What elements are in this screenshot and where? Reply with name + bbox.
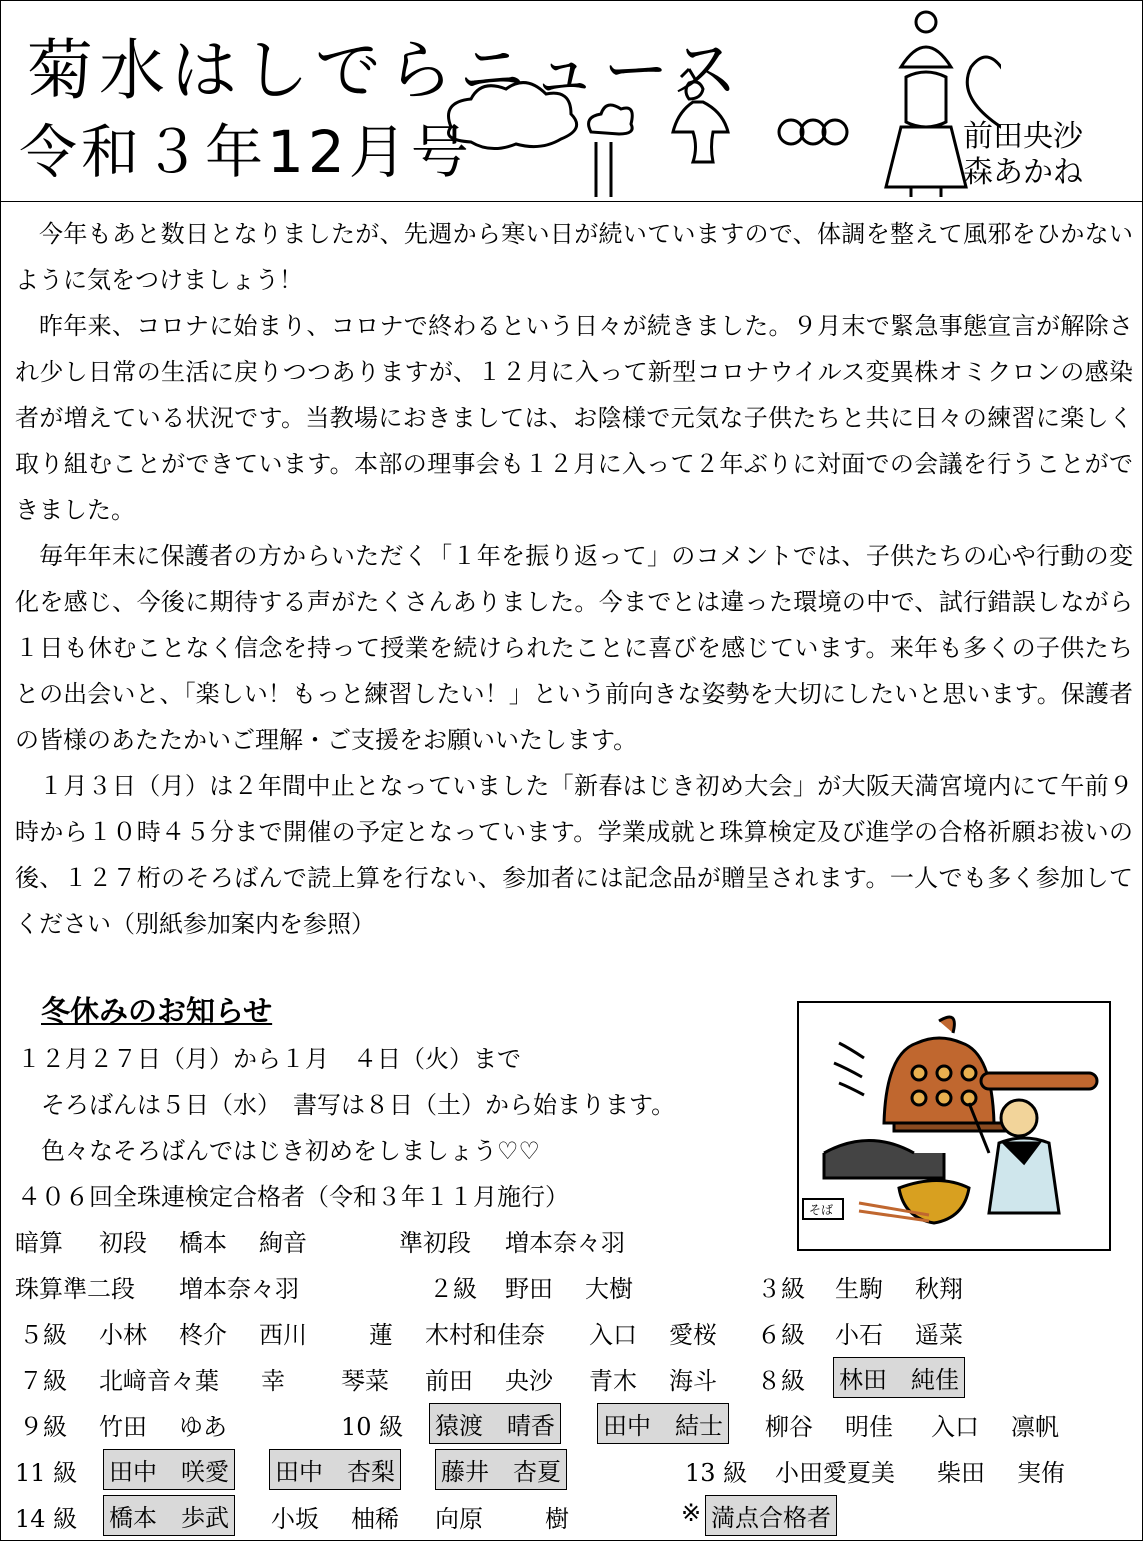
result-cell: 樹 [545,1505,569,1533]
winter-hajikizome: 色々なそろばんではじき初めをしましょう♡♡ [41,1137,541,1165]
result-cell: 暗算 [15,1229,63,1257]
result-cell: 準初段 [399,1229,471,1257]
result-cell: 14 級 [15,1505,78,1533]
winter-dates: １２月２７日（月）から１月 ４日（火）まで [17,1045,521,1073]
newsletter-title: 菊水はしでらニュース [27,32,744,109]
result-cell: 柊介 [179,1321,227,1349]
motion-lines-icon [834,1043,864,1095]
result-cell: 10 級 [341,1413,404,1441]
sauce-bowl-icon [899,1181,969,1224]
result-cell: 生駒 [835,1275,883,1303]
result-cell: 小坂 [271,1505,319,1533]
result-cell: ３級 [757,1275,805,1303]
result-cell: ５級 [19,1321,67,1349]
result-cell: 13 級 [685,1459,748,1487]
exam-results-heading: ４０６回全珠連検定合格者（令和３年１１月施行） [17,1183,569,1211]
issue-label: 令和３年12月号 [19,118,473,186]
result-cell: 前田 [425,1367,473,1395]
result-cell: 柚稀 [351,1505,399,1533]
bell-striker-icon [981,1073,1097,1089]
circle-doodle-3 [823,120,847,144]
girl-doodle [886,47,966,197]
result-cell: ２級 [429,1275,477,1303]
authors [963,119,1083,191]
result-cell: ７級 [19,1367,67,1395]
result-cell: ８級 [757,1367,805,1395]
cloud-doodle [449,83,577,149]
result-cell: 蓮 [369,1321,393,1349]
result-cell: 西川 [259,1321,307,1349]
perfect-score-name: 猿渡 晴香 [429,1403,561,1444]
perfect-score-legend: 満点合格者 [705,1495,837,1536]
perfect-score-name: 林田 純佳 [833,1357,965,1398]
result-cell: ６級 [757,1321,805,1349]
paragraph-4: １月３日（月）は２年間中止となっていました「新春はじき初め大会」が大阪天満宮境内にて午前９時から１０時４５分まで開催の予定となっています。学業成就と珠算検定及び進学の合格祈願お祓いの後、１２７桁のそろばんで読上算を行ない、参加者には記念品が贈呈されます。一人でも多く参加してください（別紙参加案内を参照） [15,772,1133,938]
result-cell: 入口 [931,1413,979,1441]
result-cell: 小石 [835,1321,883,1349]
result-cell: 琴菜 [341,1367,389,1395]
result-cell: 愛桜 [669,1321,717,1349]
result-cell: 珠算準二段 [15,1275,135,1303]
result-cell: 小田愛夏美 [775,1459,895,1487]
newsletter-header [1,1,1142,202]
result-cell: 明佳 [845,1413,893,1441]
soba-icon [824,1141,944,1179]
body-text [15,211,1133,947]
result-cell: 幸 [261,1367,285,1395]
result-cell: 凛帆 [1011,1413,1059,1441]
result-cell: 絢音 [259,1229,307,1257]
result-cell: 遥菜 [915,1321,963,1349]
perfect-score-name: 橋本 歩武 [103,1495,235,1536]
heart-doodle [967,57,1001,127]
result-cell: 増本奈々羽 [505,1229,625,1257]
result-cell: 海斗 [669,1367,717,1395]
result-cell: 入口 [589,1321,637,1349]
perfect-score-name: 田中 杏梨 [269,1449,401,1490]
winter-restart: そろばんは５日（水） 書写は８日（土）から始まります。 [41,1091,676,1119]
result-cell: 柳谷 [765,1413,813,1441]
paragraph-3: 毎年年末に保護者の方からいただく「１年を振り返って」のコメントでは、子供たちの心や行動の変化を感じ、今後に期待する声がたくさんありました。今までとは違った環境の中で、試行錯誤しながら１日も休むことなく信念を持って授業を続けられたことに喜びを感じています。来年も多くの子供たちとの出会いと、「楽しい！もっと練習したい！」という前向きな姿勢を大切にしたいと思います。保護者の皆様のあたたかいご理解・ご支援をお願いいたします。 [15,542,1133,754]
result-cell: 初段 [99,1229,147,1257]
result-cell: 橋本 [179,1229,227,1257]
result-cell: 青木 [589,1367,637,1395]
result-cell: 大樹 [585,1275,633,1303]
result-cell: 向原 [435,1505,483,1533]
result-cell: 木村和佳奈 [425,1321,545,1349]
result-cell: 増本奈々羽 [179,1275,299,1303]
circle-doodle-2 [801,120,825,144]
result-cell: 北﨑音々葉 [99,1367,219,1395]
result-cell: ９級 [19,1413,67,1441]
result-cell: 野田 [505,1275,553,1303]
result-cell: 秋翔 [915,1275,963,1303]
result-cell: 央沙 [505,1367,553,1395]
perfect-score-name: 田中 咲愛 [103,1449,235,1490]
paragraph-2: 昨年来、コロナに始まり、コロナで終わるという日々が続きました。９月末で緊急事態宣言が解除され少し日常の生活に戻りつつありますが、１２月に入って新型コロナウイルス変異株オミクロンの感染者が増えている状況です。当教場におきましては、お陰様で元気な子供たちと共に日々の練習に楽しく取り組むことができています。本部の理事会も１２月に入って２年ぶりに対面での会議を行うことができました。 [15,312,1133,524]
paragraph-1: 今年もあと数日となりましたが、先週から寒い日が続いていますので、体調を整えて風邪をひかないように気をつけましょう！ [15,220,1133,294]
result-cell: 小林 [99,1321,147,1349]
girl-hat-doodle [916,12,936,32]
author-1: 前田央沙 [963,119,1083,154]
perfect-score-name: 藤井 杏夏 [435,1449,567,1490]
angel-doodle [673,69,728,162]
monk-icon [1001,1100,1037,1136]
result-cell: 実侑 [1017,1459,1065,1487]
tree-doodle [589,105,633,197]
circle-doodle-1 [779,120,803,144]
result-cell: 柴田 [937,1459,985,1487]
author-2: 森あかね [963,155,1083,190]
result-cell: 竹田 [99,1413,147,1441]
perfect-score-name: 田中 結士 [597,1403,729,1444]
winter-notice-title: 冬休みのお知らせ [41,994,273,1028]
new-year-bell-illustration [797,1001,1111,1251]
header-doodles [431,7,1001,197]
soba-label: そば [809,1203,834,1217]
legend-marker: ※ [681,1499,702,1527]
result-cell: 11 級 [15,1459,78,1487]
result-cell: ゆあ [179,1413,227,1441]
